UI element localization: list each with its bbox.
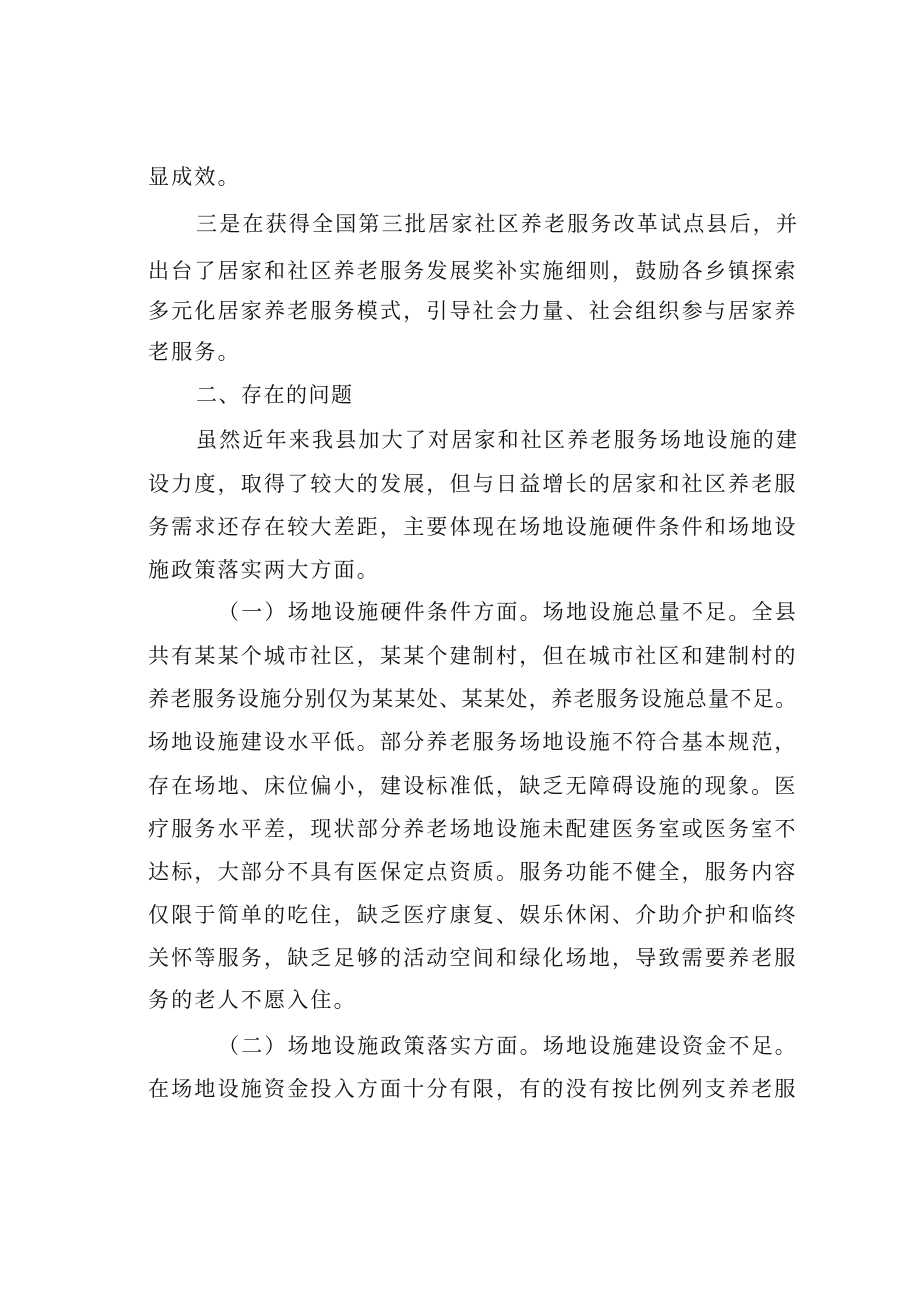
text-line: 老服务。	[148, 340, 241, 364]
subsection-line: （二）场地设施政策落实方面。场地设施建设资金不足。	[218, 1034, 798, 1058]
text-line: 施政策落实两大方面。	[148, 558, 380, 582]
text-line: 养老服务设施分别仅为某某处、某某处，养老服务设施总量不足。	[148, 687, 798, 711]
text-line: 出台了居家和社区养老服务发展奖补实施细则，鼓励各乡镇探索	[148, 259, 798, 283]
text-line: 显成效。	[148, 165, 241, 189]
text-line: 多元化居家养老服务模式，引导社会力量、社会组织参与居家养	[148, 299, 798, 323]
text-line: 场地设施建设水平低。部分养老服务场地设施不符合基本规范，	[148, 730, 798, 754]
text-line: 疗服务水平差，现状部分养老场地设施未配建医务室或医务室不	[148, 817, 798, 841]
text-line: 设力度，取得了较大的发展，但与日益增长的居家和社区养老服	[148, 472, 798, 496]
text-line: 达标，大部分不具有医保定点资质。服务功能不健全，服务内容	[148, 860, 798, 884]
paragraph-start-line: 虽然近年来我县加大了对居家和社区养老服务场地设施的建	[196, 428, 800, 452]
text-line: 关怀等服务，缺乏足够的活动空间和绿化场地，导致需要养老服	[148, 946, 798, 970]
text-line: 共有某某个城市社区，某某个建制村，但在城市社区和建制村的	[148, 644, 798, 668]
section-heading: 二、存在的问题	[196, 383, 354, 407]
subsection-line: （一）场地设施硬件条件方面。场地设施总量不足。全县	[218, 600, 798, 624]
text-line: 在场地设施资金投入方面十分有限，有的没有按比例列支养老服	[148, 1077, 798, 1101]
paragraph-start-line: 三是在获得全国第三批居家社区养老服务改革试点县后，并	[196, 212, 800, 236]
text-line: 务需求还存在较大差距，主要体现在场地设施硬件条件和场地设	[148, 515, 798, 539]
text-line: 仅限于简单的吃住，缺乏医疗康复、娱乐休闲、介助介护和临终	[148, 903, 798, 927]
text-line: 存在场地、床位偏小，建设标准低，缺乏无障碍设施的现象。医	[148, 774, 798, 798]
text-line: 务的老人不愿入住。	[148, 988, 357, 1012]
